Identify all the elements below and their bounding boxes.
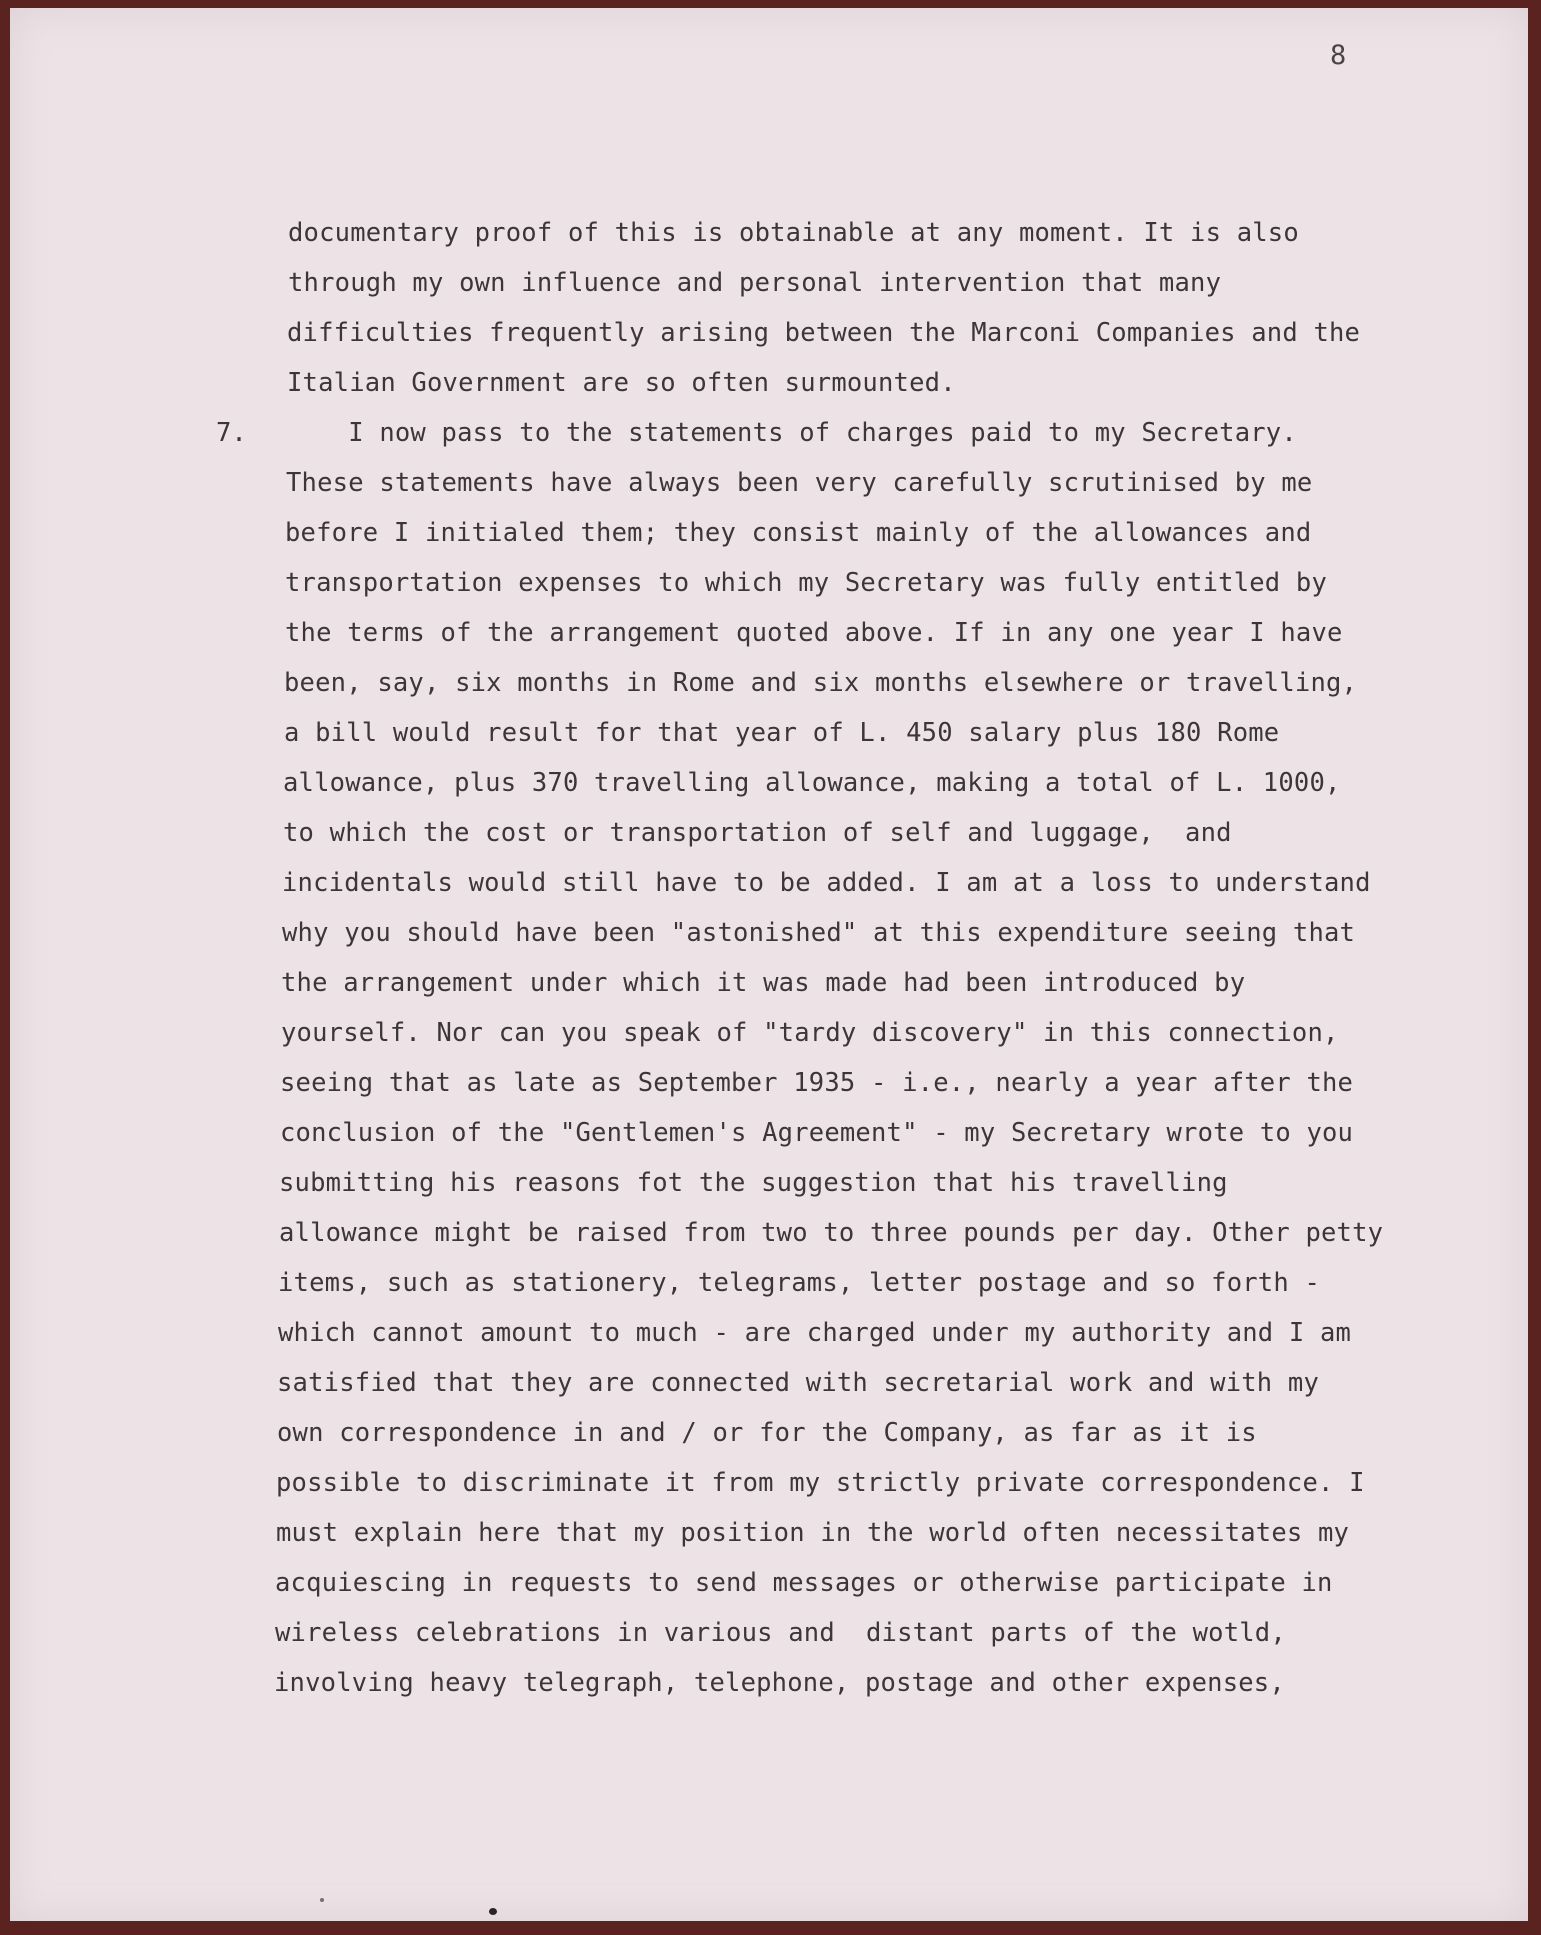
text-line-content: seeing that as late as September 1935 - i.e., nearly a year after the xyxy=(280,1068,1354,1098)
text-line-content: allowance, plus 370 travelling allowance, making a total of L. 1000, xyxy=(283,768,1341,798)
text-line-content: These statements have always been very carefully scrutinised by me xyxy=(286,468,1313,498)
text-line-content: allowance might be raised from two to three pounds per day. Other petty xyxy=(279,1218,1384,1248)
text-line-content: conclusion of the "Gentlemen's Agreement" - my Secretary wrote to you xyxy=(280,1118,1354,1148)
text-line-content: to which the cost or transportation of self and luggage, and xyxy=(283,818,1232,848)
text-line-content: involving heavy telegraph, telephone, postage and other expenses, xyxy=(274,1668,1285,1698)
text-line-content: the arrangement under which it was made had been introduced by xyxy=(281,968,1246,998)
text-line xyxy=(0,858,1541,908)
text-line xyxy=(0,608,1541,658)
text-line xyxy=(0,1308,1541,1358)
text-line xyxy=(0,1108,1541,1158)
text-line-content: documentary proof of this is obtainable at any moment. It is also xyxy=(288,218,1299,248)
text-line-content: items, such as stationery, telegrams, letter postage and so forth - xyxy=(278,1268,1321,1298)
text-line xyxy=(0,1358,1541,1408)
text-line xyxy=(0,458,1541,508)
text-line-content: acquiescing in requests to send messages or otherwise participate in xyxy=(275,1568,1333,1598)
text-line xyxy=(0,808,1541,858)
text-line xyxy=(0,1258,1541,1308)
text-line-content: I now pass to the statements of charges paid to my Secretary. xyxy=(286,418,1297,448)
text-line-content: through my own influence and personal intervention that many xyxy=(288,268,1222,298)
ink-speck xyxy=(320,1898,324,1902)
text-line xyxy=(0,408,1541,458)
text-line-content: submitting his reasons fot the suggestion that his travelling xyxy=(279,1168,1228,1198)
text-line-content: Italian Government are so often surmounted. xyxy=(287,368,956,398)
text-line-content: why you should have been "astonished" at this expenditure seeing that xyxy=(282,918,1356,948)
text-line-content: incidentals would still have to be added. I am at a loss to understand xyxy=(282,868,1371,898)
text-line xyxy=(0,358,1541,408)
text-line xyxy=(0,958,1541,1008)
text-line xyxy=(0,908,1541,958)
text-line xyxy=(0,1508,1541,1558)
page-number: 8 xyxy=(1330,40,1347,71)
text-line xyxy=(0,558,1541,608)
text-line xyxy=(0,308,1541,358)
text-line xyxy=(0,758,1541,808)
text-line-content: own correspondence in and / or for the Company, as far as it is xyxy=(277,1418,1257,1448)
text-line xyxy=(0,1608,1541,1658)
text-line-content: possible to discriminate it from my strictly private correspondence. I xyxy=(276,1468,1365,1498)
text-line xyxy=(0,1658,1541,1708)
text-line xyxy=(0,658,1541,708)
text-line xyxy=(0,1008,1541,1058)
text-line xyxy=(0,708,1541,758)
text-line xyxy=(0,1408,1541,1458)
text-line xyxy=(0,1458,1541,1508)
text-line-content: before I initialed them; they consist mainly of the allowances and xyxy=(285,518,1312,548)
text-line-content: the terms of the arrangement quoted above. If in any one year I have xyxy=(285,618,1343,648)
text-line xyxy=(0,1158,1541,1208)
text-line xyxy=(0,508,1541,558)
text-line-content: yourself. Nor can you speak of "tardy discovery" in this connection, xyxy=(281,1018,1339,1048)
text-line-content: transportation expenses to which my Secretary was fully entitled by xyxy=(285,568,1328,598)
text-line-content: a bill would result for that year of L. 450 salary plus 180 Rome xyxy=(284,718,1280,748)
text-line-content: difficulties frequently arising between the Marconi Companies and the xyxy=(287,318,1361,348)
text-line-content: which cannot amount to much - are charged under my authority and I am xyxy=(278,1318,1352,1348)
text-line xyxy=(0,1058,1541,1108)
text-line-content: satisfied that they are connected with secretarial work and with my xyxy=(277,1368,1320,1398)
text-line xyxy=(0,208,1541,258)
ink-speck xyxy=(489,1908,497,1915)
text-line xyxy=(0,1558,1541,1608)
text-line-content: wireless celebrations in various and distant parts of the wotld, xyxy=(275,1618,1286,1648)
text-line xyxy=(0,1208,1541,1258)
text-line-content: been, say, six months in Rome and six months elsewhere or travelling, xyxy=(284,668,1358,698)
text-line xyxy=(0,258,1541,308)
paragraph-number: 7. xyxy=(216,418,247,448)
text-line-content: must explain here that my position in the world often necessitates my xyxy=(276,1518,1350,1548)
